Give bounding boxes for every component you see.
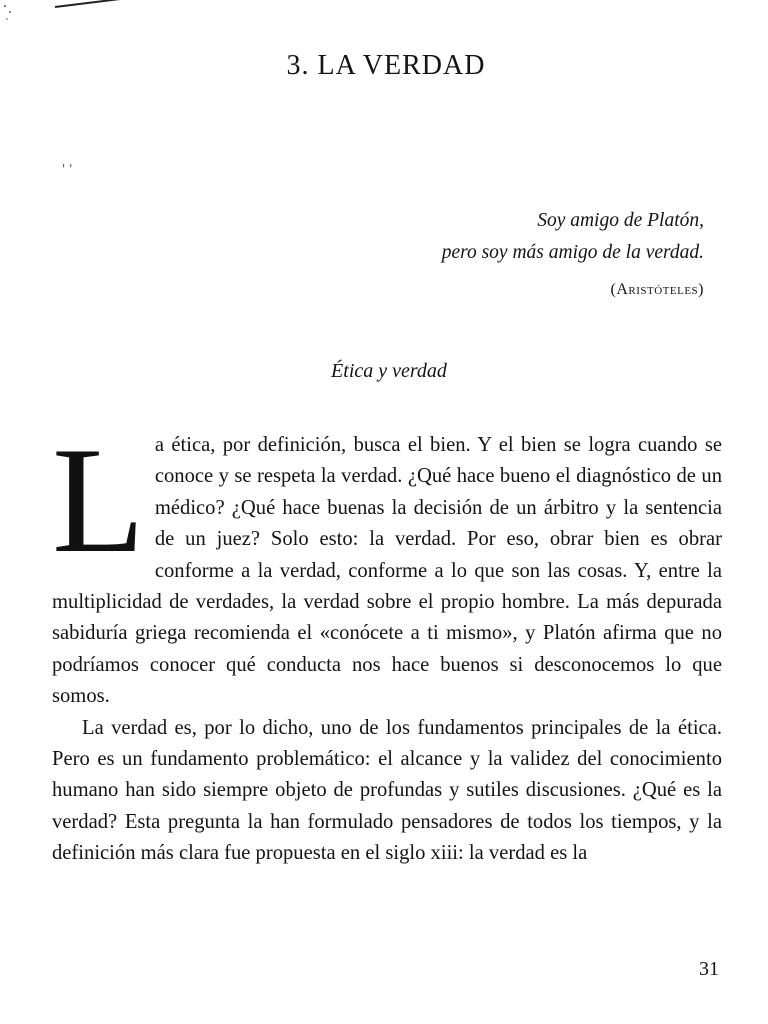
paragraph-2: La verdad es, por lo dicho, uno de los fundamentos principales de la ética. Pero es un fundamento problemático: el alcance y la validez del conocimiento humano han sido siempre objeto de profundas y sutiles discusiones. ¿Qué es la verdad? Esta pregunta la han formulado pensadores de todos los tiempos, y la definición más clara fue propuesta en el siglo xiii: la verdad es la bbox=[52, 716, 722, 865]
scan-specks bbox=[2, 2, 14, 24]
epigraph-line-2: pero soy más amigo de la verdad. bbox=[441, 242, 704, 263]
epigraph-line-1: Soy amigo de Platón, bbox=[537, 210, 704, 231]
drop-cap: L bbox=[52, 416, 145, 584]
chapter-title: 3. LA VERDAD bbox=[286, 50, 486, 81]
paragraph-1 bbox=[52, 416, 722, 713]
epigraph bbox=[442, 205, 704, 269]
stray-mark: ' ' bbox=[62, 162, 73, 176]
paragraph-1-text: a ética, por definición, busca el bien. Y el bien se logra cuando se conoce y se respeta la verdad. ¿Qué hace bueno el diagnóstico de un médico? ¿Qué hace buenas la decisión de un árbitro y la sentencia de un juez? Solo esto: la verdad. Por eso, obrar bien es obrar conforme a la verdad, conforme a lo que son las cosas. Y, entre la multiplicidad de verdades, la verdad sobre el propio hombre. La más depurada sabiduría griega recomienda el «conócete a ti mismo», y Platón afirma que no podríamos conocer qué conducta nos hace buenos si desconocemos lo que somos. bbox=[52, 434, 722, 708]
body-text bbox=[52, 416, 722, 870]
section-title: Ética y verdad bbox=[331, 360, 447, 382]
page-number: 31 bbox=[699, 958, 719, 980]
scan-rule-mark bbox=[55, 0, 127, 7]
epigraph-attribution: (Aristóteles) bbox=[610, 281, 704, 298]
